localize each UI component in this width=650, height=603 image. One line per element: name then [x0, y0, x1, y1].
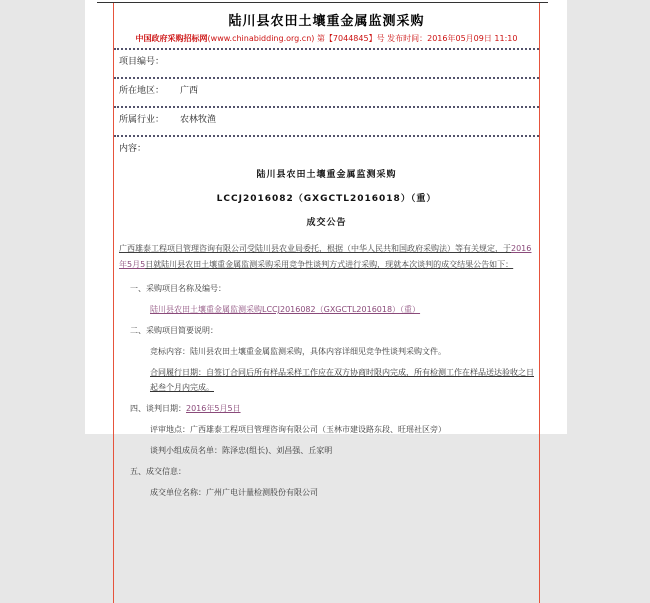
section1-heading: 一、采购项目名称及编号： [130, 284, 226, 293]
field-content [114, 137, 539, 160]
section5-supplier-line: 成交单位名称：广州广电计量检测股份有限公司 [150, 488, 318, 497]
intro-text-2: 日就陆川县农田土壤重金属监测采购采用竞争性谈判方式进行采购，现就本次谈判的成交结果公告如下： [145, 260, 514, 269]
field-label: 内容： [119, 144, 147, 154]
field-region [114, 79, 539, 102]
field-value: 农林牧渔 [180, 115, 217, 125]
section4-heading [114, 401, 539, 416]
section4-label: 四、谈判日期： [130, 404, 186, 413]
field-label: 项目编号： [119, 57, 165, 67]
field-label: 所属行业： [119, 115, 165, 125]
document-page [85, 0, 567, 497]
section2-content-line: 竞标内容：陆川县农田土壤重金属监测采购，具体内容详细见竞争性谈判采购文件。 [150, 347, 446, 356]
section5-heading: 五、成交信息： [130, 467, 186, 476]
source-doc-number: 第【7044845】号 [316, 34, 385, 43]
doc-project-code: LCCJ2016082（GXGCTL2016018）（重） [216, 194, 437, 204]
source-line [114, 34, 539, 44]
field-value: 广西 [180, 86, 199, 96]
section4-date-link[interactable]: 2016年5月5日 [186, 404, 241, 413]
doc-notice-type: 成交公告 [306, 218, 347, 228]
field-label: 所在地区： [119, 86, 165, 96]
section2-contract-line: 合同履行日期：自签订合同后所有样品采样工作应在双方协商时限内完成，所有检测工作在样品送达验收之日起叁个月内完成。 [150, 368, 534, 392]
source-site-link[interactable]: 中国政府采购招标网 [135, 34, 208, 43]
intro-paragraph [114, 241, 539, 273]
section2-heading: 二、采购项目简要说明： [130, 326, 218, 335]
section4-panel-line: 谈判小组成员名单：陈泽忠(组长)、刘昌强、丘家明 [150, 446, 333, 455]
source-publish-time: 发布时间：2016年05月09日 11:10 [387, 34, 518, 43]
intro-date-link[interactable]: 2016年5月5 [119, 244, 532, 269]
doc-title: 陆川县农田土壤重金属监测采购 [256, 170, 397, 180]
intro-text-1: 广西雄泰工程项目管理咨询有限公司受陆川县农业局委托，根据（中华人民共和国政府采购法）等有关规定，于 [119, 244, 511, 253]
source-url[interactable]: (www.chinabidding.org.cn) [207, 34, 315, 43]
content-frame [113, 3, 540, 603]
page-title: 陆川县农田土壤重金属监测采购 [228, 14, 425, 29]
section1-project-link[interactable]: 陆川县农田土壤重金属监测采购LCCJ2016082（GXGCTL2016018）（重） [150, 305, 421, 314]
section4-venue-line: 评审地点：广西雄泰工程项目管理咨询有限公司（玉林市建设路东段、旺瑶社区旁） [150, 425, 446, 434]
field-project-number [114, 50, 539, 73]
field-industry [114, 108, 539, 131]
